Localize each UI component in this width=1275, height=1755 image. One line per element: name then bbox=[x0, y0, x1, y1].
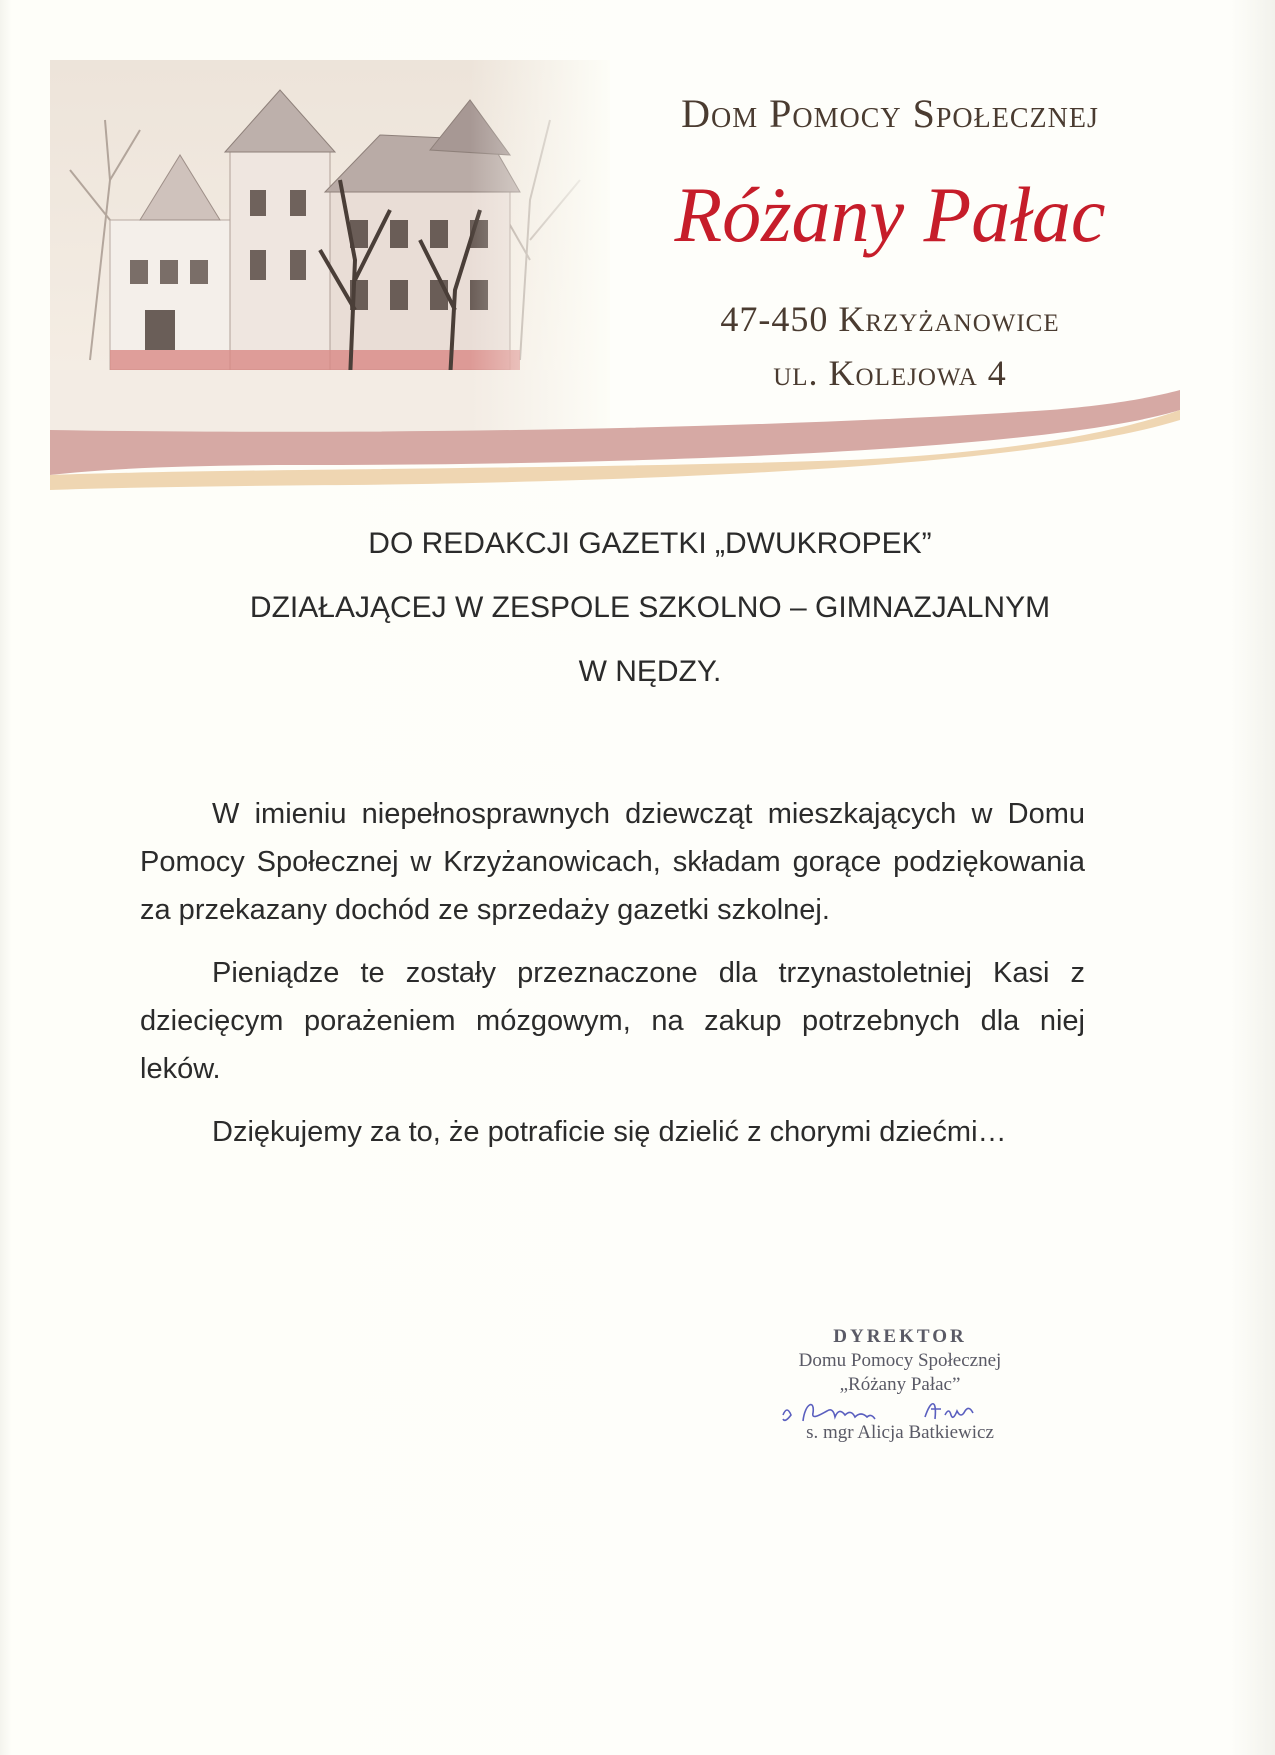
institution-name: Różany Pałac bbox=[674, 171, 1106, 258]
letter-body bbox=[140, 790, 1085, 1171]
recipient-block bbox=[150, 512, 1150, 704]
address-city: 47-450 Krzyżanowice bbox=[720, 299, 1060, 339]
body-paragraph-2: Pieniądze te zostały przeznaczone dla trzynastoletniej Kasi z dziecięcym porażeniem mózgowym, na zakup potrzebnych dla niej leków. bbox=[140, 957, 1085, 1085]
address-street: ul. Kolejowa 4 bbox=[773, 353, 1007, 393]
stamp-line-1: Domu Pomocy Społecznej bbox=[798, 1350, 1002, 1371]
decorative-swoosh bbox=[50, 390, 1180, 490]
recipient-line-3: W NĘDZY. bbox=[578, 655, 722, 688]
recipient-line-1: DO REDAKCJI GAZETKI „DWUKROPEK” bbox=[368, 527, 932, 560]
organization-name: Dom Pomocy Społecznej bbox=[681, 91, 1099, 136]
handwritten-signature bbox=[775, 1393, 1015, 1429]
stamp-line-3: s. mgr Alicja Batkiewicz bbox=[806, 1422, 994, 1443]
stamp-title: DYREKTOR bbox=[833, 1326, 967, 1347]
palace-photo-icon bbox=[50, 60, 610, 440]
body-paragraph-3: Dziękujemy za to, że potraficie się dzielić z chorymi dziećmi… bbox=[212, 1116, 1007, 1148]
stamp-line-2: „Różany Pałac” bbox=[839, 1374, 961, 1395]
letterhead bbox=[50, 60, 1180, 480]
letterhead-text bbox=[610, 60, 1170, 420]
recipient-line-2: DZIAŁAJĄCEJ W ZESPOLE SZKOLNO – GIMNAZJALNYM bbox=[249, 591, 1051, 624]
body-paragraph-1: W imieniu niepełnosprawnych dziewcząt mieszkających w Domu Pomocy Społecznej w Krzyżanowicach, składam gorące podziękowania za przekazany dochód ze sprzedaży gazetki szkolnej. bbox=[140, 798, 1085, 926]
